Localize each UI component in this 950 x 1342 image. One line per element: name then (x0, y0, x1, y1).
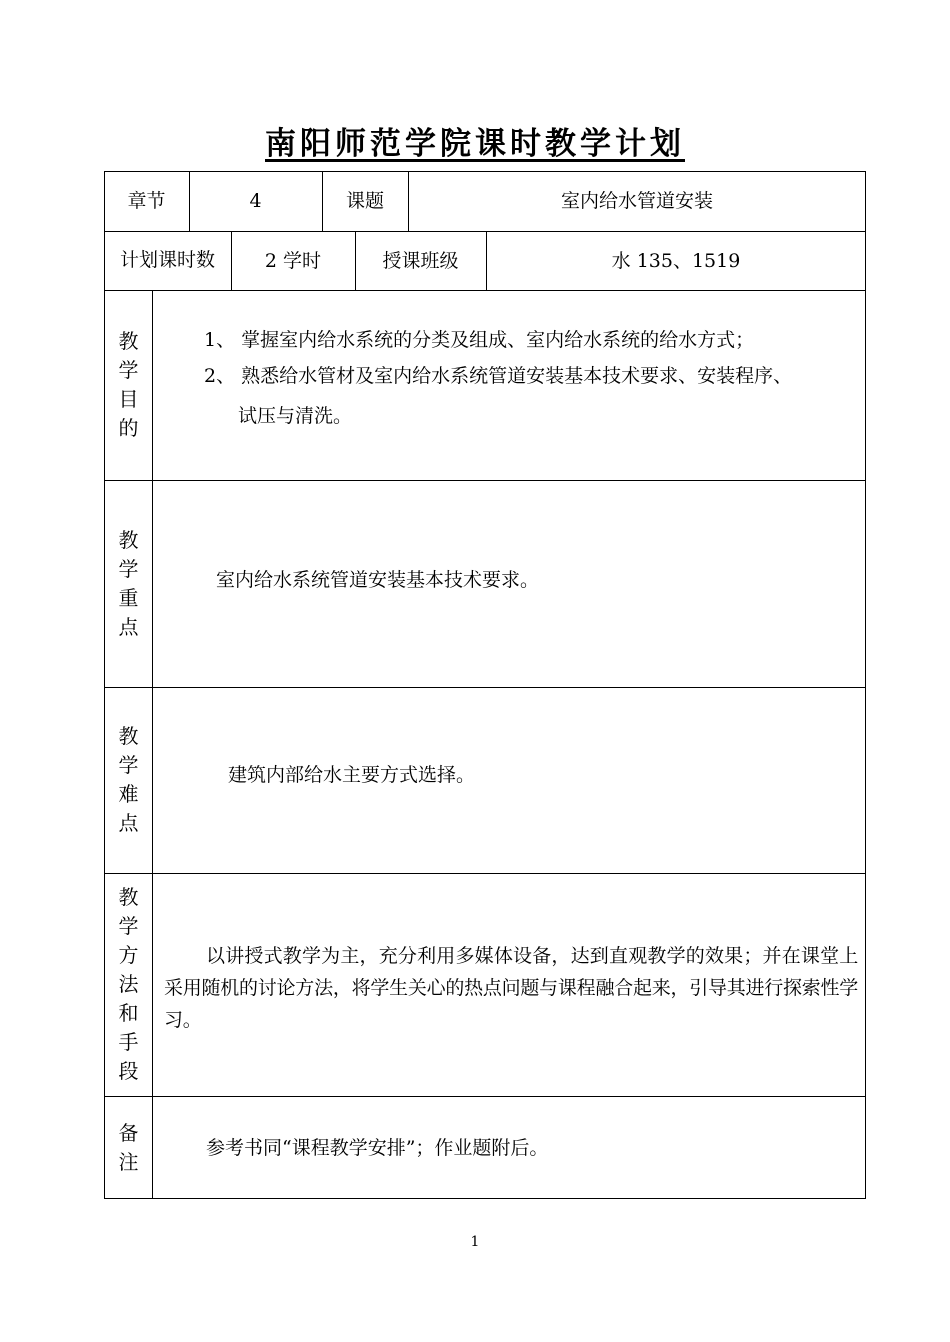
row-divider (104, 480, 866, 481)
remarks-text: 参考书同“课程教学安排”；作业题附后。 (206, 1137, 549, 1159)
remarks-label: 备注 (118, 1120, 139, 1174)
methods-text: 以讲授式教学为主，充分利用多媒体设备，达到直观教学的效果；并在课堂上采用随机的讨论方法，将学生关心的热点问题与课程融合起来，引导其进行探索性学习。 (164, 945, 858, 1031)
difficulties-text: 建筑内部给水主要方式选择。 (228, 764, 476, 786)
hours-value: 2 学时 (264, 249, 322, 272)
objective-item: 2、 熟悉给水管材及室内给水系统管道安装基本技术要求、安装程序、 (204, 365, 793, 387)
objective-item-continued: 试压与清洗。 (238, 405, 353, 427)
objectives-content (204, 322, 862, 434)
page-title: 南阳师范学院课时教学计划 (265, 126, 685, 162)
page-number: 1 (470, 1234, 480, 1250)
chapter-value: 4 (249, 190, 262, 212)
chapter-label: 章节 (127, 190, 166, 212)
difficulties-label: 教学难点 (118, 724, 139, 835)
class-label: 授课班级 (382, 249, 459, 272)
row-divider (104, 1096, 866, 1097)
row-divider (104, 687, 866, 688)
objectives-label: 教学目的 (118, 329, 139, 440)
row-divider (104, 290, 866, 291)
topic-value: 室内给水管道安装 (560, 190, 713, 212)
key-points-label: 教学重点 (118, 527, 139, 639)
topic-label: 课题 (345, 190, 384, 212)
key-points-text: 室内给水系统管道安装基本技术要求。 (216, 569, 540, 591)
methods-label: 教学方法和手段 (118, 885, 139, 1083)
class-value: 水 135、1519 (611, 249, 741, 272)
objective-item: 1、 掌握室内给水系统的分类及组成、室内给水系统的给水方式； (204, 329, 755, 351)
hours-label: 计划课时数 (119, 249, 215, 271)
row-divider (104, 873, 866, 874)
